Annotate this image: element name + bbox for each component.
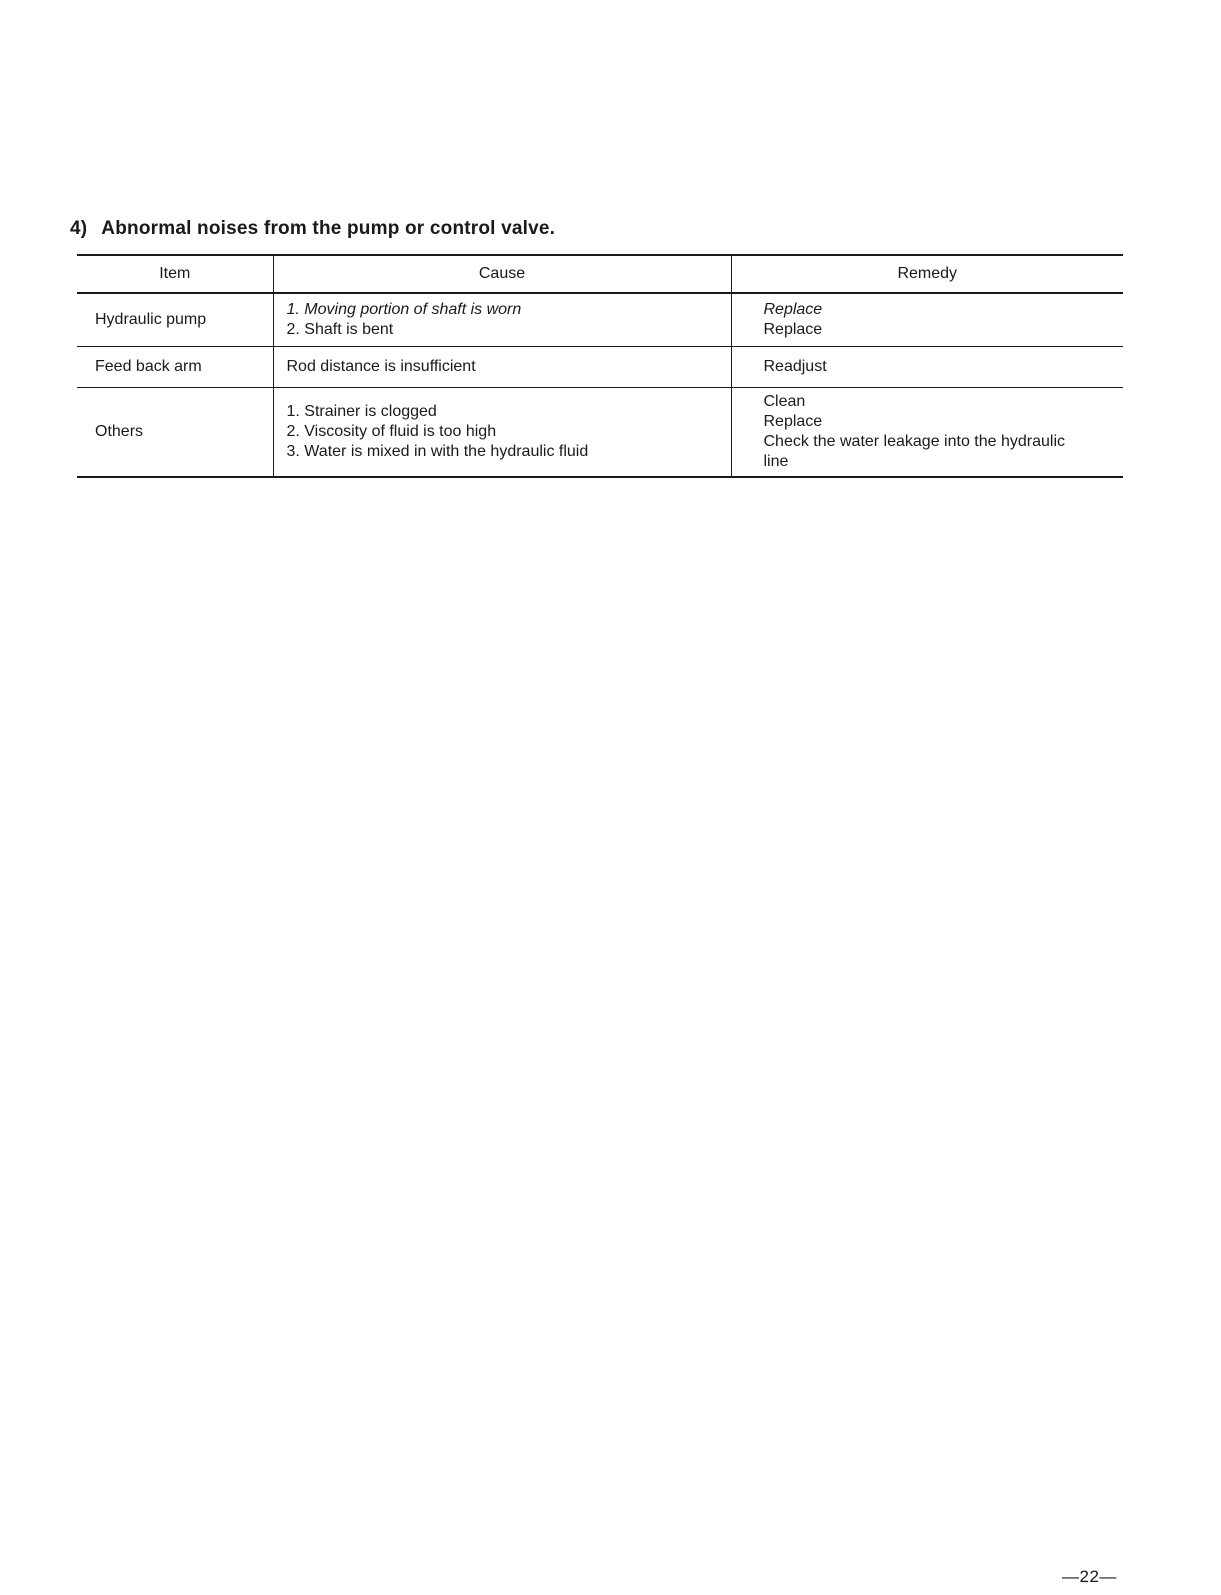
remedy-line: Check the water leakage into the hydraulic [763, 433, 1066, 450]
cause-line: 3. Water is mixed in with the hydraulic fluid [286, 443, 589, 460]
header-cause: Cause [273, 255, 731, 293]
remedy-line: Readjust [763, 358, 827, 375]
remedy-cell [731, 347, 1123, 388]
table-row [77, 293, 1123, 347]
page-number: —22— [1062, 1567, 1117, 1586]
remedy-cell [731, 293, 1123, 347]
cause-line: 2. Shaft is bent [286, 321, 394, 338]
cause-line: Rod distance is insufficient [286, 358, 476, 375]
cause-cell [273, 293, 731, 347]
item-cell: Feed back arm [77, 347, 273, 388]
header-item: Item [77, 255, 273, 293]
section-number: 4) [70, 218, 88, 239]
table-header-row [77, 255, 1123, 293]
cause-line: 2. Viscosity of fluid is too high [286, 423, 497, 440]
cause-line: 1. Strainer is clogged [286, 403, 437, 420]
cause-cell [273, 388, 731, 478]
troubleshooting-table [77, 254, 1123, 478]
cause-cell [273, 347, 731, 388]
section-title-text: Abnormal noises from the pump or control valve. [101, 218, 556, 239]
remedy-cell [731, 388, 1123, 478]
section-heading [70, 218, 555, 240]
cause-line: 1. Moving portion of shaft is worn [286, 301, 522, 318]
table-row [77, 347, 1123, 388]
remedy-line: Replace [763, 301, 823, 318]
item-cell: Hydraulic pump [77, 293, 273, 347]
remedy-line: Clean [763, 393, 806, 410]
header-remedy: Remedy [731, 255, 1123, 293]
item-cell: Others [77, 388, 273, 478]
remedy-line: Replace [763, 321, 823, 338]
remedy-line: line [763, 453, 789, 470]
remedy-line: Replace [763, 413, 823, 430]
table-row [77, 388, 1123, 478]
